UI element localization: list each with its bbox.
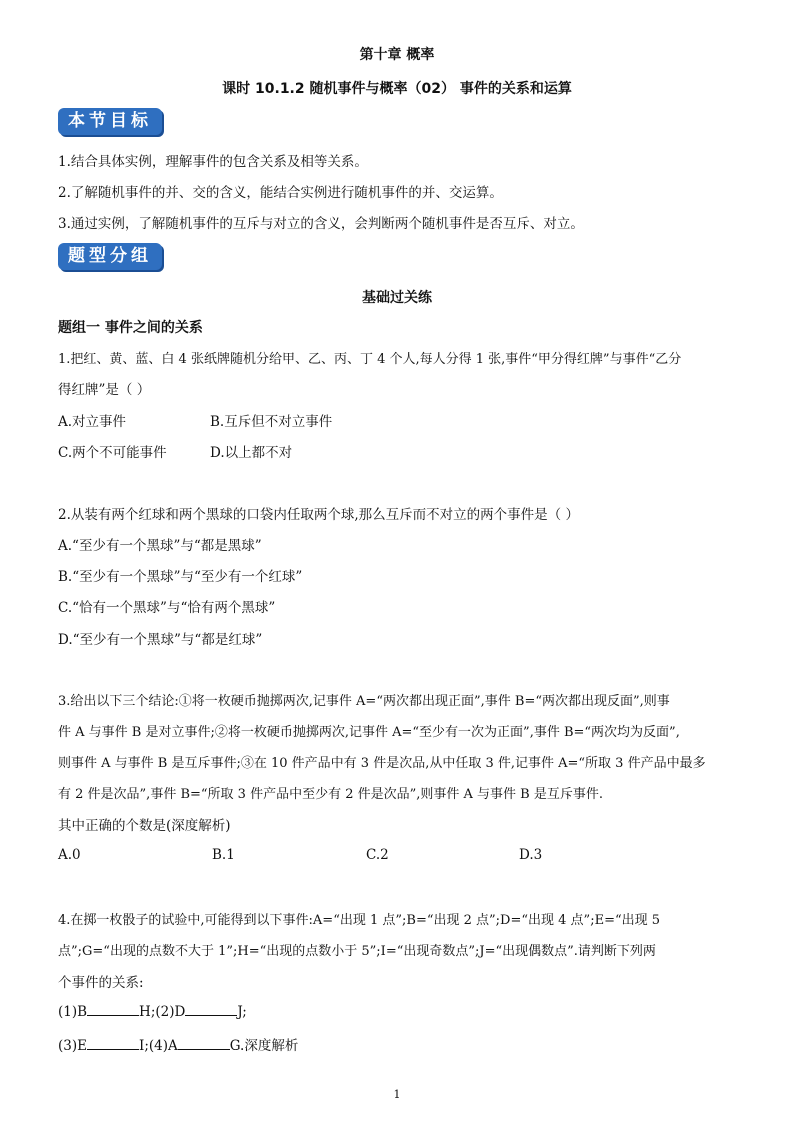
q2-option-b: B.“至少有一个黑球”与“至少有一个红球”: [58, 569, 303, 585]
q4-parts-1-2: [58, 1003, 247, 1020]
q3-line4: 有 2 件是次品”,事件 B=“所取 3 件产品中至少有 2 件是次品”,则事件 A 与事件 B 是互斥事件.: [58, 787, 603, 802]
q1-line1: 1.把红、黄、蓝、白 4 张纸牌随机分给甲、乙、丙、丁 4 个人,每人分得 1 张,事件“甲分得红牌”与事件“乙分: [58, 352, 682, 367]
q4-part4-label: I;(4)A: [138, 1038, 178, 1054]
section-title: 基础过关练: [362, 290, 432, 306]
page-number: 1: [393, 1088, 401, 1101]
q4-part2-label: H;(2)D: [139, 1004, 186, 1020]
q2-option-c: C.“恰有一个黑球”与“恰有两个黑球”: [58, 600, 276, 616]
objectives-badge: [58, 108, 162, 135]
groups-badge: [58, 243, 162, 270]
q3-option-a: A.0: [58, 847, 81, 863]
q2-stem: 2.从装有两个红球和两个黑球的口袋内任取两个球,那么互斥而不对立的两个事件是（ ）: [58, 507, 579, 523]
q3-option-d: D.3: [519, 847, 543, 863]
q1-option-b: B.互斥但不对立事件: [210, 414, 333, 430]
groups-badge-label: 题型分组: [68, 246, 152, 266]
group-title: 题组一 事件之间的关系: [58, 320, 203, 336]
q3-line5: 其中正确的个数是(深度解析): [58, 818, 231, 834]
answer-blank-1[interactable]: [87, 1003, 139, 1016]
q4-part2-end: J;: [237, 1004, 247, 1020]
q3-line3: 则事件 A 与事件 B 是互斥事件;③在 10 件产品中有 3 件是次品,从中任取 3 件,记事件 A=“所取 3 件产品中最多: [58, 756, 706, 771]
answer-blank-4[interactable]: [178, 1037, 230, 1050]
objective-item-3: 3.通过实例，了解随机事件的互斥与对立的含义，会判断两个随机事件是否互斥、对立。: [58, 216, 584, 232]
q3-option-b: B.1: [212, 847, 235, 863]
q4-line1: 4.在掷一枚骰子的试验中,可能得到以下事件:A=“出现 1 点”;B=“出现 2 点”;D=“出现 4 点”;E=“出现 5: [58, 913, 661, 928]
q4-parts-3-4: [58, 1034, 298, 1054]
answer-blank-2[interactable]: [185, 1003, 237, 1016]
q3-line2: 件 A 与事件 B 是对立事件;②将一枚硬币抛掷两次,记事件 A=“至少有一次为正面”,事件 B=“两次均为反面”,: [58, 725, 680, 740]
q3-line1: 3.给出以下三个结论:①将一枚硬币抛掷两次,记事件 A=“两次都出现正面”,事件 B=“两次都出现反面”,则事: [58, 694, 670, 709]
objective-item-2: 2.了解随机事件的并、交的含义，能结合实例进行随机事件的并、交运算。: [58, 185, 503, 201]
q4-line2: 点”;G=“出现的点数不大于 1”;H=“出现的点数小于 5”;I=“出现奇数点”;J=“出现偶数点”.请判断下列两: [58, 944, 656, 959]
q1-option-a: A.对立事件: [58, 414, 127, 430]
q1-option-d: D.以上都不对: [210, 445, 293, 461]
chapter-title: 第十章 概率: [359, 47, 435, 63]
objective-item-1: 1.结合具体实例，理解事件的包含关系及相等关系。: [58, 154, 368, 170]
q1-line2: 得红牌”是（ ）: [58, 382, 151, 398]
lesson-title: 课时 10.1.2 随机事件与概率（02） 事件的关系和运算: [222, 81, 572, 97]
q2-option-a: A.“至少有一个黑球”与“都是黑球”: [58, 538, 262, 554]
q4-part3-label: (3)E: [58, 1038, 87, 1054]
q2-option-d: D.“至少有一个黑球”与“都是红球”: [58, 632, 263, 648]
objectives-badge-label: 本节目标: [68, 111, 152, 131]
q1-option-c: C.两个不可能事件: [58, 445, 167, 461]
q4-line3: 个事件的关系:: [58, 975, 144, 991]
q4-part4-end: G.深度解析: [229, 1038, 299, 1054]
q3-option-c: C.2: [366, 847, 389, 863]
q4-part1-label: (1)B: [58, 1004, 88, 1020]
answer-blank-3[interactable]: [87, 1037, 139, 1050]
